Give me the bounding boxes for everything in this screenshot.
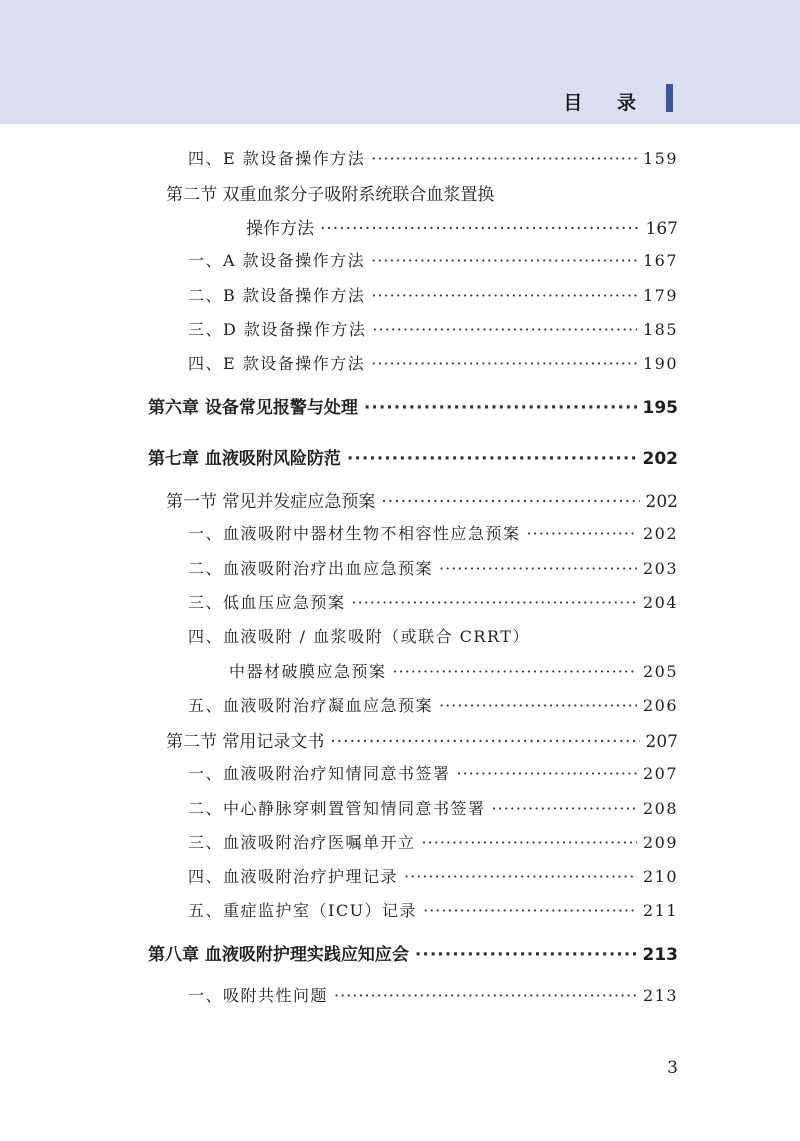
toc-entry-label: 第八章 血液吸附护理实践应知应会 <box>148 945 409 965</box>
dot-leader <box>423 901 637 920</box>
toc-entry <box>148 393 678 418</box>
toc-entry-page: 204 <box>642 593 678 612</box>
toc-entry-page: 205 <box>642 662 678 681</box>
dot-leader <box>334 986 637 1005</box>
toc-entry-label: 一、A 款设备操作方法 <box>188 251 366 270</box>
toc-entry-label: 四、E 款设备操作方法 <box>188 149 366 168</box>
dot-leader <box>422 833 637 852</box>
toc-entry-label: 二、B 款设备操作方法 <box>188 286 366 305</box>
toc-entry-label: 中器材破膜应急预案 <box>229 662 387 681</box>
toc-entry-label: 五、重症监护室（ICU）记录 <box>188 901 418 920</box>
toc-entry-label: 三、低血压应急预案 <box>188 593 346 612</box>
toc-entry <box>188 146 678 169</box>
toc-entry-label: 一、血液吸附治疗知情同意书签署 <box>188 764 451 783</box>
toc-entry <box>166 727 678 752</box>
toc-entry-label: 一、血液吸附中器材生物不相容性应急预案 <box>188 524 521 543</box>
toc-entry-page: 207 <box>642 764 678 783</box>
toc-entry <box>148 940 678 965</box>
toc-entry <box>188 864 678 887</box>
dot-leader <box>352 593 637 612</box>
toc-entry-page: 179 <box>642 286 678 305</box>
dot-leader <box>372 320 637 339</box>
toc-entry-label: 二、血液吸附治疗出血应急预案 <box>188 559 434 578</box>
toc-entry <box>188 761 678 784</box>
toc-entry-page: 213 <box>642 945 678 965</box>
dot-leader <box>347 449 637 469</box>
toc-entry-label: 二、中心静脉穿刺置管知情同意书签署 <box>188 799 486 818</box>
toc-entry <box>229 659 678 682</box>
toc-entry <box>246 214 678 239</box>
page-number: 3 <box>667 1058 678 1078</box>
toc-entry <box>188 693 678 716</box>
dot-leader <box>371 286 637 305</box>
toc-entry <box>188 283 678 306</box>
toc-entry <box>188 317 678 340</box>
dot-leader <box>527 524 637 543</box>
toc-entry-label: 第六章 设备常见报警与处理 <box>148 398 358 418</box>
toc-entry-page: 185 <box>642 320 678 339</box>
dot-leader <box>457 764 637 783</box>
toc-entry <box>166 487 678 512</box>
toc-entry <box>148 444 678 469</box>
dot-leader <box>439 696 637 715</box>
toc-entry-page: 159 <box>642 149 678 168</box>
toc-entry <box>188 351 678 374</box>
toc-entry-label: 三、D 款设备操作方法 <box>188 320 367 339</box>
dot-leader <box>404 867 637 886</box>
toc-entry <box>188 796 678 819</box>
toc-entry-page: 213 <box>642 986 678 1005</box>
toc-entry <box>188 248 678 271</box>
toc-entry <box>188 898 678 921</box>
toc-entry-page: 208 <box>642 799 678 818</box>
toc-entry-page: 190 <box>642 354 678 373</box>
toc-entry-page: 202 <box>642 524 678 543</box>
dot-leader <box>381 492 639 512</box>
toc-entry <box>188 830 678 853</box>
toc-entry-page: 203 <box>642 559 678 578</box>
toc-entry-label: 四、血液吸附治疗护理记录 <box>188 867 399 886</box>
toc-entry-label: 五、血液吸附治疗凝血应急预案 <box>188 696 434 715</box>
page-title: 目 录 <box>563 92 650 114</box>
toc-entry-label: 三、血液吸附治疗医嘱单开立 <box>188 833 416 852</box>
toc-entry-page: 210 <box>642 867 678 886</box>
toc-entry-label: 第一节 常见并发症应急预案 <box>166 492 376 512</box>
dot-leader <box>415 945 637 965</box>
toc-entry <box>188 590 678 613</box>
toc-entry-label: 第二节 常用记录文书 <box>166 732 325 752</box>
toc-entry <box>166 180 678 205</box>
toc-entry-page: 202 <box>642 449 678 469</box>
toc-entry-page: 202 <box>645 492 678 512</box>
toc-entry-page: 167 <box>642 251 678 270</box>
toc-entry-label: 四、E 款设备操作方法 <box>188 354 366 373</box>
dot-leader <box>320 219 640 239</box>
toc-entry <box>188 983 678 1006</box>
toc-entry-label: 第七章 血液吸附风险防范 <box>148 449 341 469</box>
toc-entry <box>188 556 678 579</box>
header-accent-bar <box>666 84 673 112</box>
dot-leader <box>364 398 637 418</box>
dot-leader <box>371 354 637 373</box>
toc-entry-page: 167 <box>645 219 678 239</box>
dot-leader <box>492 799 637 818</box>
dot-leader <box>371 149 637 168</box>
toc-entry-label: 四、血液吸附 / 血浆吸附（或联合 CRRT） <box>188 627 530 646</box>
toc-entry-page: 195 <box>642 398 678 418</box>
toc-entry-page: 211 <box>642 901 678 920</box>
toc-entry <box>188 624 678 647</box>
dot-leader <box>330 732 639 752</box>
toc-entry <box>188 521 678 544</box>
toc-entry-label: 操作方法 <box>246 219 314 239</box>
header-band <box>0 0 800 124</box>
toc-entry-page: 207 <box>645 732 678 752</box>
dot-leader <box>371 251 637 270</box>
dot-leader <box>439 559 637 578</box>
toc-entry-page: 209 <box>642 833 678 852</box>
toc-entry-page: 206 <box>642 696 678 715</box>
toc-entry-label: 第二节 双重血浆分子吸附系统联合血浆置换 <box>166 185 495 205</box>
dot-leader <box>393 662 637 681</box>
toc-entry-label: 一、吸附共性问题 <box>188 986 329 1005</box>
